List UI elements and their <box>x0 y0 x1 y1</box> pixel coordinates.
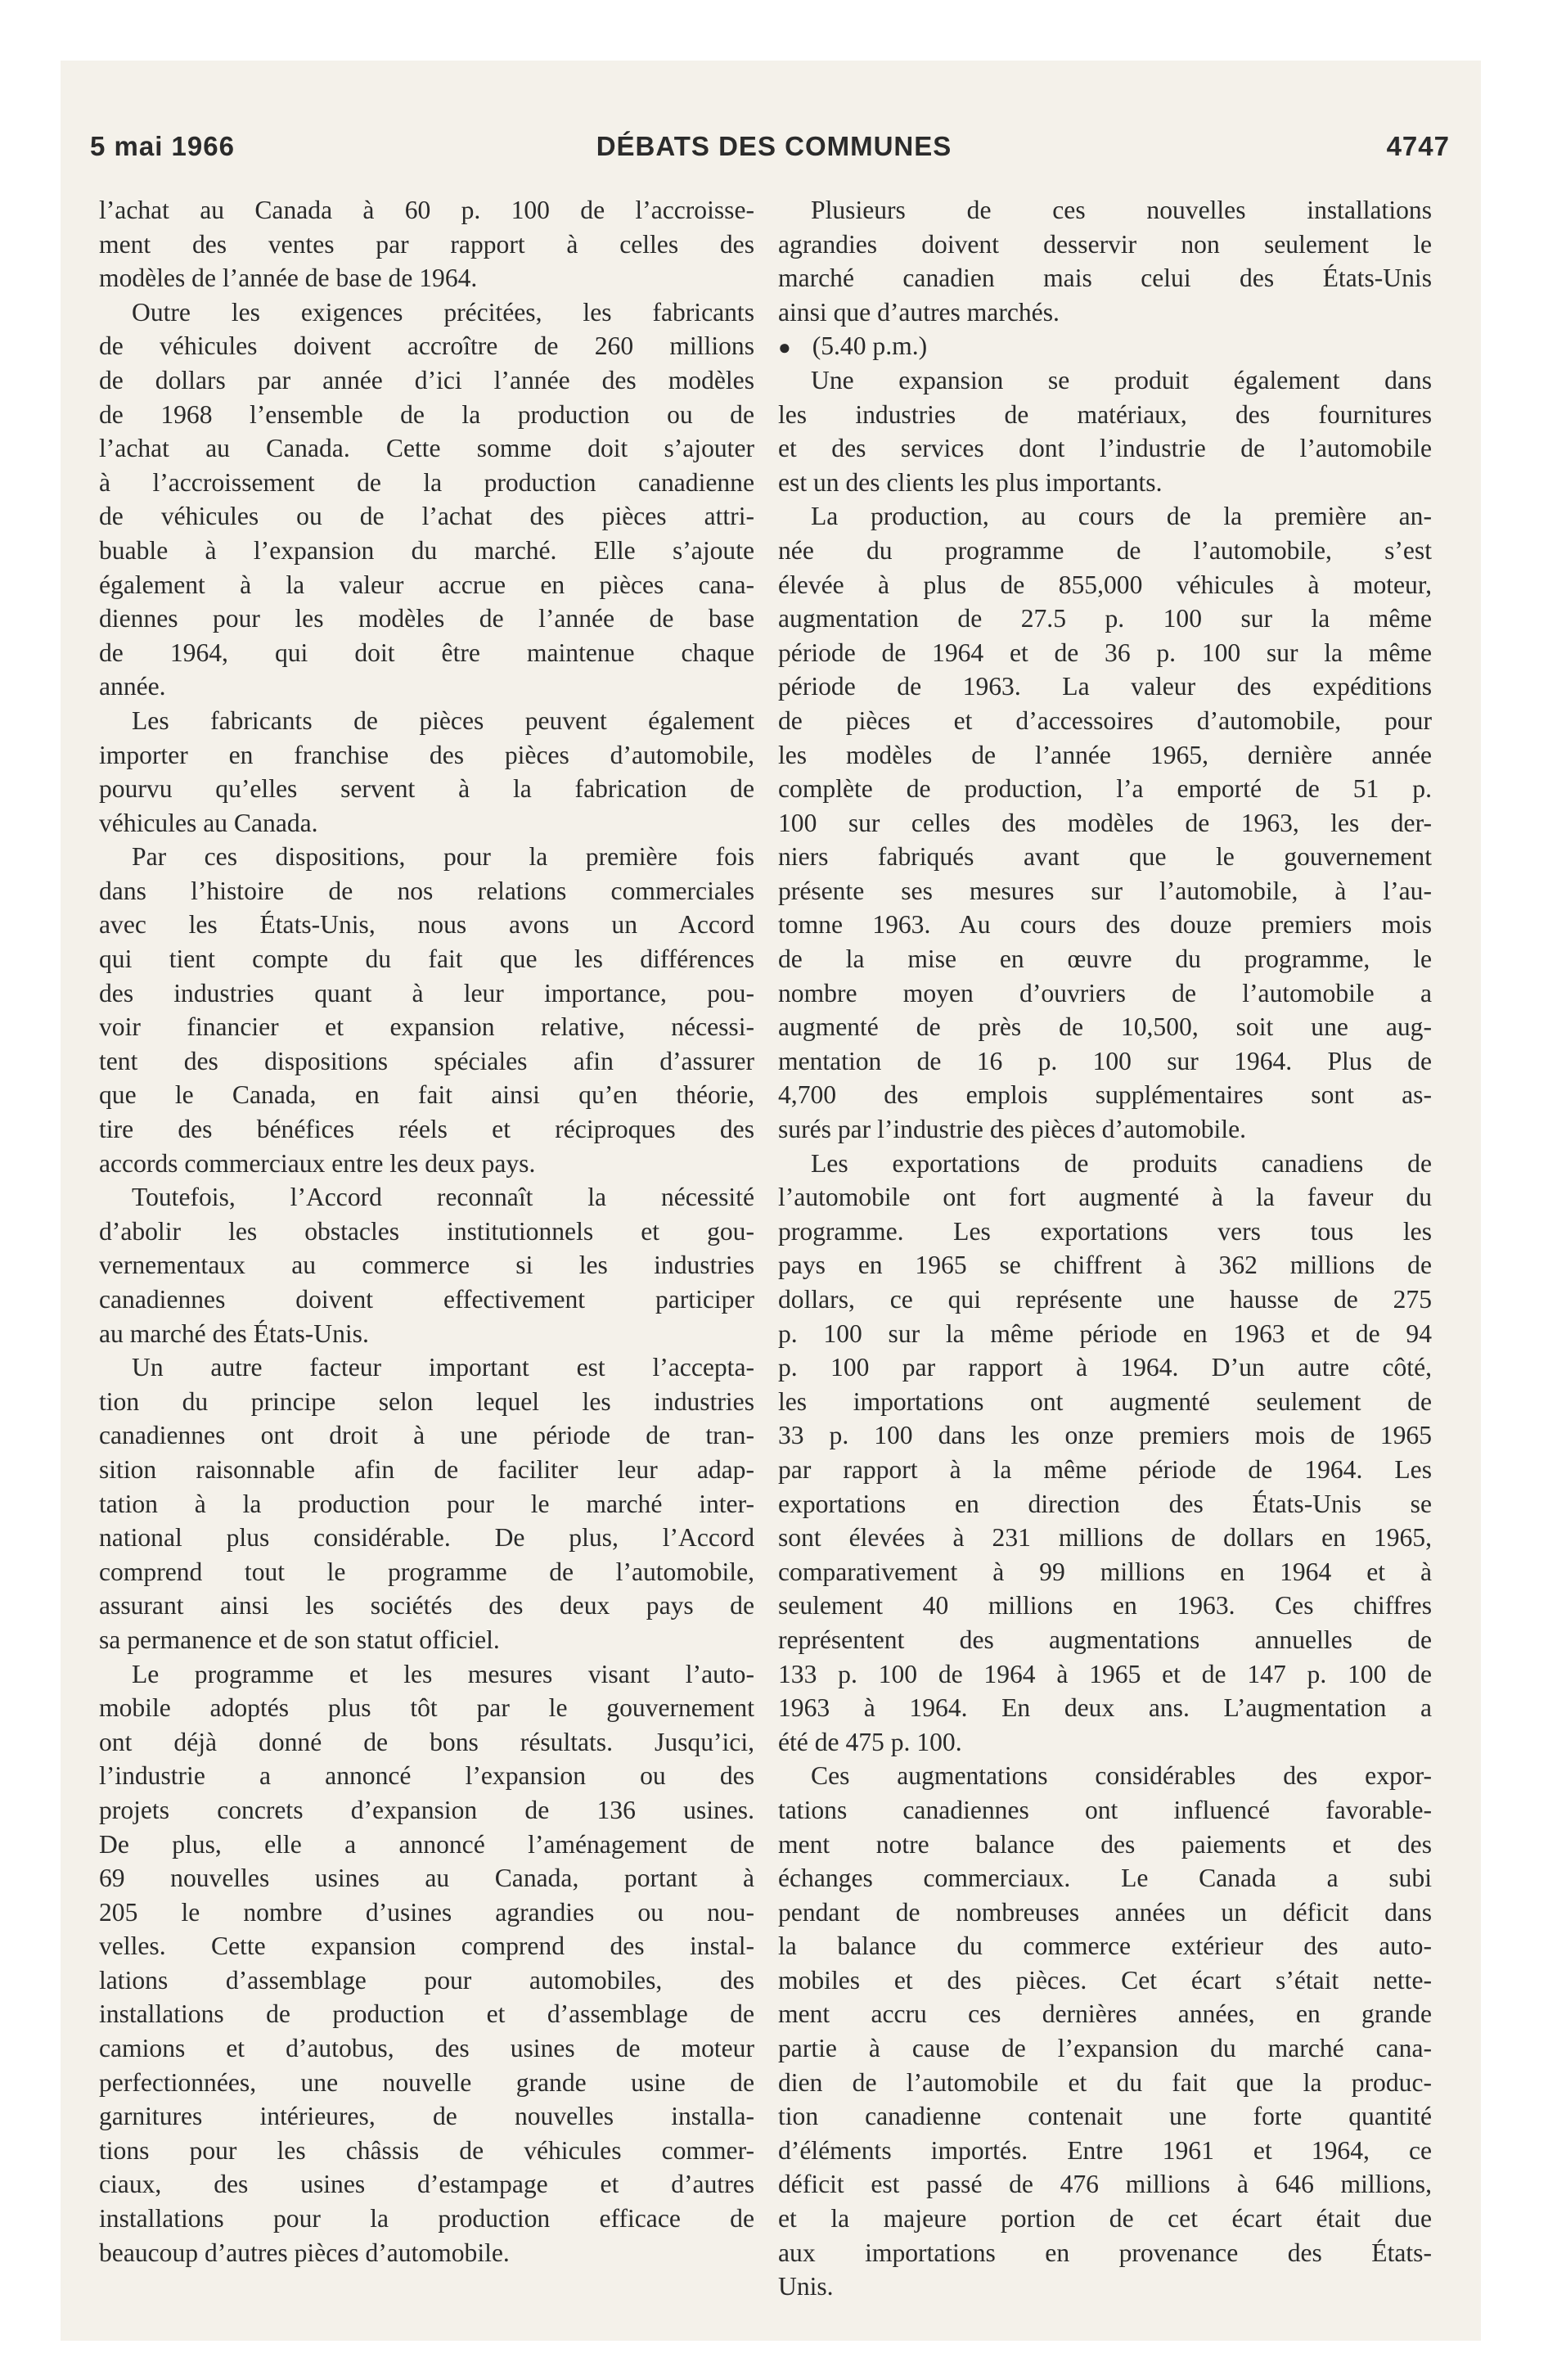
text-line: tations canadiennes ont influencé favorable- <box>778 1795 1432 1824</box>
text-line: augmentation de 27.5 p. 100 sur la même <box>778 604 1432 633</box>
text-line: les importations ont augmenté seulement de <box>778 1386 1432 1416</box>
text-line: l’automobile ont fort augmenté à la faveur du <box>778 1183 1432 1212</box>
text-line: diennes pour les modèles de l’année de base <box>99 604 754 633</box>
text-line: La production, au cours de la première an- <box>811 502 1432 531</box>
text-line: vernementaux au commerce si les industries <box>99 1251 754 1280</box>
text-line: née du programme de l’automobile, s’est <box>778 535 1432 565</box>
text-line: tion du principe selon lequel les industries <box>99 1386 754 1416</box>
text-line: nombre moyen d’ouvriers de l’automobile a <box>778 978 1432 1007</box>
text-line: tions pour les châssis de véhicules commer- <box>99 2135 754 2165</box>
text-line: avec les États-Unis, nous avons un Accord <box>99 910 754 940</box>
text-line: p. 100 sur la même période en 1963 et de 94 <box>778 1318 1432 1348</box>
text-line: Unis. <box>778 2272 834 2301</box>
text-line: projets concrets d’expansion de 136 usines. <box>99 1795 754 1824</box>
text-line: Toutefois, l’Accord reconnaît la nécessité <box>132 1183 754 1212</box>
text-line: canadiennes ont droit à une période de tran- <box>99 1421 754 1450</box>
text-line: sition raisonnable afin de faciliter leur adap- <box>99 1454 754 1484</box>
text-line: Les fabricants de pièces peuvent également <box>132 705 754 735</box>
text-line: beaucoup d’autres pièces d’automobile. <box>99 2238 510 2267</box>
text-line: programme. Les exportations vers tous les <box>778 1216 1432 1246</box>
text-line: des industries quant à leur importance, pou- <box>99 978 754 1007</box>
text-line: niers fabriqués avant que le gouvernement <box>778 842 1432 872</box>
text-line: de dollars par année d’ici l’année des modèles <box>99 365 754 394</box>
text-line: ciaux, des usines d’estampage et d’autres <box>99 2170 754 2199</box>
text-line: tation à la production pour le marché inter- <box>99 1489 754 1518</box>
time-marker <box>778 329 1432 363</box>
text-line: tire des bénéfices réels et réciproques des <box>99 1115 754 1144</box>
text-line: surés par l’industrie des pièces d’automobile. <box>778 1115 1247 1144</box>
text-line: 4,700 des emplois supplémentaires sont as- <box>778 1080 1432 1110</box>
text-line: garnitures intérieures, de nouvelles installa- <box>99 2102 754 2131</box>
text-line: élevée à plus de 855,000 véhicules à moteur, <box>778 570 1432 599</box>
text-line: représentent des augmentations annuelles de <box>778 1625 1432 1654</box>
text-line: 100 sur celles des modèles de 1963, les der- <box>778 808 1432 837</box>
header-page-number: 4747 <box>1386 131 1450 161</box>
time-marker-text: (5.40 p.m.) <box>812 331 928 361</box>
text-line: exportations en direction des États-Unis se <box>778 1489 1432 1518</box>
text-line: que le Canada, en fait ainsi qu’en théorie, <box>99 1080 754 1110</box>
text-line: assurant ainsi les sociétés des deux pays de <box>99 1591 754 1620</box>
text-line: ont déjà donné de bons résultats. Jusqu’ici, <box>99 1727 754 1756</box>
text-line: déficit est passé de 476 millions à 646 millions, <box>778 2170 1432 2199</box>
text-line: ainsi que d’autres marchés. <box>778 297 1060 327</box>
header-title: DÉBATS DES COMMUNES <box>596 131 952 161</box>
text-line: présente ses mesures sur l’automobile, à l’au- <box>778 876 1432 905</box>
text-line: Outre les exigences précitées, les fabricants <box>132 297 754 327</box>
text-line: comparativement à 99 millions en 1964 et à <box>778 1557 1432 1586</box>
text-line: l’industrie a annoncé l’expansion ou des <box>99 1761 754 1791</box>
text-line: pourvu qu’elles servent à la fabrication de <box>99 774 754 804</box>
text-line: Les exportations de produits canadiens de <box>811 1148 1432 1178</box>
text-line: Plusieurs de ces nouvelles installations <box>811 196 1432 224</box>
text-line: importer en franchise des pièces d’automobile, <box>99 740 754 769</box>
text-line: de véhicules ou de l’achat des pièces attri- <box>99 502 754 531</box>
text-line: tent des dispositions spéciales afin d’assurer <box>99 1046 754 1075</box>
text-line: période de 1963. La valeur des expéditions <box>778 672 1432 701</box>
bullet-icon: ● <box>778 335 812 360</box>
text-line: de 1964, qui doit être maintenue chaque <box>99 638 754 667</box>
text-line: de pièces et d’accessoires d’automobile, pour <box>778 705 1432 735</box>
text-line: pays en 1965 se chiffrent à 362 millions de <box>778 1251 1432 1280</box>
left-column <box>99 193 754 2270</box>
text-line: Un autre facteur important est l’accepta- <box>132 1353 754 1382</box>
text-line: velles. Cette expansion comprend des instal- <box>99 1931 754 1961</box>
text-line: comprend tout le programme de l’automobile, <box>99 1557 754 1586</box>
text-line: installations de production et d’assemblage de <box>99 1999 754 2029</box>
text-line: De plus, elle a annoncé l’aménagement de <box>99 1829 754 1859</box>
text-line: installations pour la production efficace de <box>99 2204 754 2234</box>
text-line: mentation de 16 p. 100 sur 1964. Plus de <box>778 1046 1432 1075</box>
text-line: été de 475 p. 100. <box>778 1727 962 1756</box>
text-line: complète de production, l’a emporté de 51 p. <box>778 774 1432 804</box>
text-line: 205 le nombre d’usines agrandies ou nou- <box>99 1897 754 1927</box>
text-line: marché canadien mais celui des États-Unis <box>778 264 1432 293</box>
text-line: également à la valeur accrue en pièces cana- <box>99 570 754 599</box>
text-line: 1963 à 1964. En deux ans. L’augmentation a <box>778 1693 1432 1723</box>
text-line: modèles de l’année de base de 1964. <box>99 264 478 293</box>
text-line: mobiles et des pièces. Cet écart s’était nette- <box>778 1965 1432 1995</box>
text-line: de véhicules doivent accroître de 260 millions <box>99 331 754 361</box>
text-line: et des services dont l’industrie de l’automobile <box>778 434 1432 463</box>
text-line: augmenté de près de 10,500, soit une aug- <box>778 1012 1432 1042</box>
text-line: de la mise en œuvre du programme, le <box>778 944 1432 974</box>
text-line: au marché des États-Unis. <box>99 1318 369 1348</box>
text-line: perfectionnées, une nouvelle grande usine de <box>99 2067 754 2097</box>
text-line: aux importations en provenance des États- <box>778 2238 1432 2267</box>
text-line: les industries de matériaux, des fournitures <box>778 399 1432 429</box>
text-line: agrandies doivent desservir non seulement le <box>778 229 1432 259</box>
text-line: les modèles de l’année 1965, dernière année <box>778 740 1432 769</box>
text-line: Le programme et les mesures visant l’auto- <box>132 1659 754 1688</box>
text-line: échanges commerciaux. Le Canada a subi <box>778 1864 1432 1893</box>
text-line: pendant de nombreuses années un déficit dans <box>778 1897 1432 1927</box>
text-line: et la majeure portion de cet écart était due <box>778 2204 1432 2234</box>
text-line: p. 100 par rapport à 1964. D’un autre côté, <box>778 1353 1432 1382</box>
text-line: période de 1964 et de 36 p. 100 sur la même <box>778 638 1432 667</box>
text-line: 133 p. 100 de 1964 à 1965 et de 147 p. 100 de <box>778 1659 1432 1688</box>
text-line: d’éléments importés. Entre 1961 et 1964, ce <box>778 2135 1432 2165</box>
text-line: Par ces dispositions, pour la première fois <box>132 842 754 872</box>
text-line: 69 nouvelles usines au Canada, portant à <box>99 1864 754 1893</box>
text-line: qui tient compte du fait que les différences <box>99 944 754 974</box>
text-line: l’achat au Canada à 60 p. 100 de l’accroisse- <box>99 196 754 224</box>
text-line: d’abolir les obstacles institutionnels et gou- <box>99 1216 754 1246</box>
text-line: accords commerciaux entre les deux pays. <box>99 1148 536 1178</box>
right-column <box>778 193 1432 2304</box>
text-line: seulement 40 millions en 1963. Ces chiffres <box>778 1591 1432 1620</box>
text-line: tion canadienne contenait une forte quantité <box>778 2102 1432 2131</box>
text-line: canadiennes doivent effectivement participer <box>99 1285 754 1314</box>
text-line: voir financier et expansion relative, nécessi- <box>99 1012 754 1042</box>
text-line: véhicules au Canada. <box>99 808 318 837</box>
text-line: à l’accroissement de la production canadienne <box>99 467 754 497</box>
text-line: sont élevées à 231 millions de dollars en 1965, <box>778 1523 1432 1553</box>
text-line: ment des ventes par rapport à celles des <box>99 229 754 259</box>
text-line: buable à l’expansion du marché. Elle s’ajoute <box>99 535 754 565</box>
text-line: 33 p. 100 dans les onze premiers mois de 1965 <box>778 1421 1432 1450</box>
header-date: 5 mai 1966 <box>90 131 235 161</box>
text-line: dans l’histoire de nos relations commerciales <box>99 876 754 905</box>
text-line: la balance du commerce extérieur des auto- <box>778 1931 1432 1961</box>
text-line: Une expansion se produit également dans <box>811 365 1432 394</box>
text-line: l’achat au Canada. Cette somme doit s’ajouter <box>99 434 754 463</box>
text-line: national plus considérable. De plus, l’Accord <box>99 1523 754 1553</box>
text-line: dollars, ce qui représente une hausse de 275 <box>778 1285 1432 1314</box>
text-line: camions et d’autobus, des usines de moteur <box>99 2034 754 2063</box>
text-line: ment notre balance des paiements et des <box>778 1829 1432 1859</box>
text-line: année. <box>99 672 166 701</box>
text-line: par rapport à la même période de 1964. Les <box>778 1454 1432 1484</box>
text-line: de 1968 l’ensemble de la production ou de <box>99 399 754 429</box>
text-line: mobile adoptés plus tôt par le gouvernement <box>99 1693 754 1723</box>
text-line: est un des clients les plus importants. <box>778 467 1163 497</box>
text-line: ment accru ces dernières années, en grande <box>778 1999 1432 2029</box>
text-line: lations d’assemblage pour automobiles, des <box>99 1965 754 1995</box>
text-line: tomne 1963. Au cours des douze premiers mois <box>778 910 1432 940</box>
text-line: partie à cause de l’expansion du marché cana- <box>778 2034 1432 2063</box>
text-line: sa permanence et de son statut officiel. <box>99 1625 500 1654</box>
text-line: Ces augmentations considérables des expor- <box>811 1761 1432 1791</box>
text-line: dien de l’automobile et du fait que la produc- <box>778 2067 1432 2097</box>
